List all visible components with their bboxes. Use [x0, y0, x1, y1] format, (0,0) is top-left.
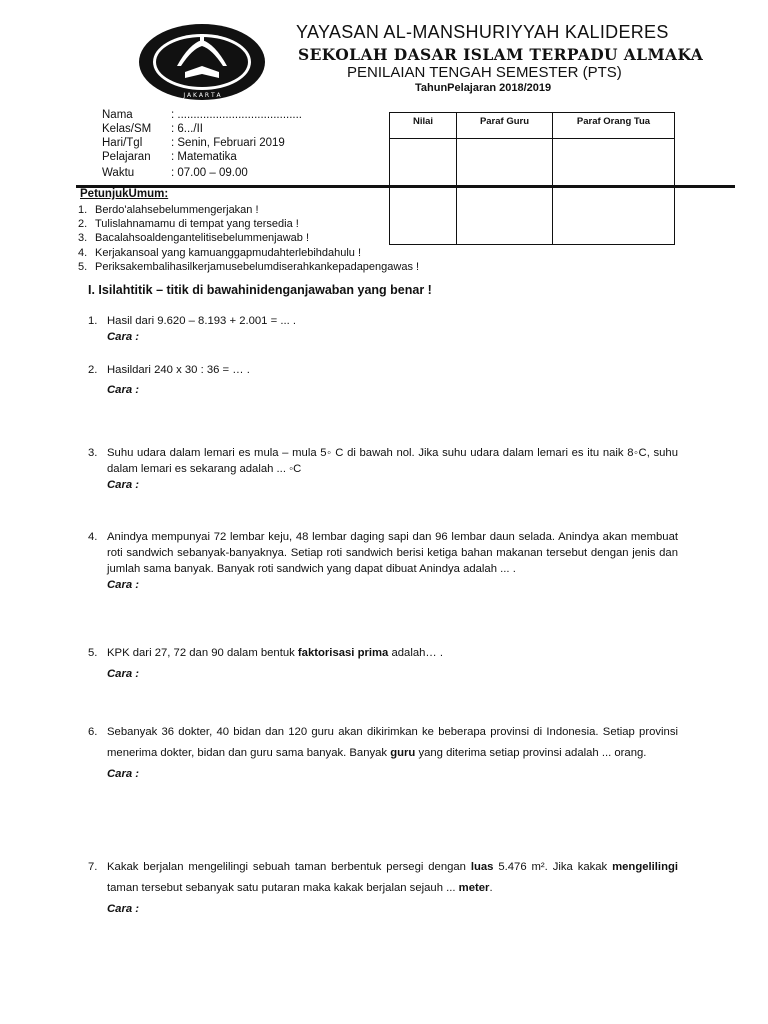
foundation-name: YAYASAN AL-MANSHURIYYAH KALIDERES [296, 22, 669, 42]
instruction-item: 4. Kerjakansoal yang kamuanggapmudahterlebihdahulu ! [78, 246, 362, 259]
instruction-item: 3. Bacalahsoaldengantelitisebelummenjawab ! [78, 232, 310, 245]
score-cell-nilai[interactable] [390, 139, 457, 188]
score-header-paraf-orang-tua: Paraf Orang Tua [553, 113, 675, 139]
question-text: Kakak berjalan mengelilingi sebuah taman berbentuk persegi dengan luas 5.476 m². Jika kakak mengelilingi taman tersebut sebanyak satu putaran maka kakak berjalan sejauh ... meter. [107, 861, 679, 894]
cara-label: Cara : [107, 903, 140, 915]
info-label: Kelas/SM [102, 123, 152, 135]
info-label: Pelajaran [102, 151, 151, 163]
info-label: Hari/Tgl [102, 137, 143, 149]
score-table [389, 112, 675, 245]
cara-label: Cara : [107, 668, 140, 680]
svg-text:J A K A R T A: J A K A R T A [183, 92, 221, 99]
info-value[interactable]: : ....................................... [171, 109, 302, 121]
score-cell-paraf-orang-tua[interactable] [553, 139, 675, 188]
score-header-paraf-guru: Paraf Guru [457, 113, 553, 139]
info-value: : Matematika [171, 151, 237, 163]
question-1: 1. Hasil dari 9.620 – 8.193 + 2.001 = ... . Cara : [88, 313, 678, 345]
cara-label: Cara : [107, 579, 140, 591]
question-3: 3. Suhu udara dalam lemari es mula – mula 5◦ C di bawah nol. Jika suhu udara dalam lemari es itu naik 8◦C, suhu dalam lemari es sekarang adalah ... ◦C Cara : [88, 447, 678, 491]
cara-label: Cara : [107, 479, 140, 491]
question-text: Hasil dari 9.620 – 8.193 + 2.001 = ... . [107, 315, 297, 327]
score-header-nilai: Nilai [390, 113, 457, 139]
info-value: : Senin, Februari 2019 [171, 137, 285, 149]
academic-year: TahunPelajaran 2018/2019 [415, 82, 552, 94]
cara-label: Cara : [107, 768, 140, 780]
info-label: Nama [102, 109, 133, 121]
cara-label: Cara : [107, 331, 140, 343]
question-4: 4. Anindya mempunyai 72 lembar keju, 48 lembar daging sapi dan 96 lembar daun selada. Anindya akan membuat roti sandwich sebanyak-banyaknya. Setiap roti sandwich berisi ketiga bahan makanan tersebut dengan jenis dan jumlah sama banyak. Banyak roti sandwich yang dapat dibuat Anindya adalah ... . Cara : [88, 531, 678, 591]
school-name: SEKOLAH DASAR ISLAM TERPADU ALMAKA [298, 45, 704, 64]
instructions-list [78, 203, 419, 274]
info-value: : 6.../II [171, 123, 203, 135]
instruction-item: 1. Berdo'alahsebelummengerjakan ! [78, 204, 259, 216]
question-text: Suhu udara dalam lemari es mula – mula 5◦ C di bawah nol. Jika suhu udara dalam lemari es itu naik 8◦C, suhu dalam lemari es sekarang adalah ... ◦C [107, 447, 678, 475]
score-cell-paraf-orang-tua-2[interactable] [553, 188, 675, 245]
score-cell-paraf-guru[interactable] [457, 139, 553, 188]
question-text: Anindya mempunyai 72 lembar keju, 48 lembar daging sapi dan 96 lembar daun selada. Anindya akan membuat roti sandwich sebanyak-banyaknya. Setiap roti sandwich berisi ketiga bahan makanan tersebut dengan jenis dan jumlah sama banyak. Banyak roti sandwich yang dapat dibuat Anindya adalah ... . [107, 531, 678, 575]
question-5: 5. KPK dari 27, 72 dan 90 dalam bentuk faktorisasi prima adalah… . Cara : [88, 645, 678, 682]
score-cell-paraf-guru-2[interactable] [457, 188, 553, 245]
school-logo [137, 22, 267, 102]
cara-label: Cara : [107, 384, 140, 396]
instruction-item: 2. Tulislahnamamu di tempat yang tersedia ! [78, 218, 299, 231]
question-text: Hasildari 240 x 30 : 36 = … . [107, 364, 250, 376]
info-value: : 07.00 – 09.00 [171, 167, 248, 179]
section-title: I. Isilahtitik – titik di bawahinidenganjawaban yang benar ! [88, 283, 432, 297]
question-2: 2. Hasildari 240 x 30 : 36 = … . Cara : [88, 362, 678, 398]
question-text: KPK dari 27, 72 dan 90 dalam bentuk faktorisasi prima adalah… . [107, 647, 443, 659]
header-divider [76, 185, 735, 188]
question-text: Sebanyak 36 dokter, 40 bidan dan 120 guru akan dikirimkan ke beberapa provinsi di Indonesia. Setiap provinsi menerima dokter, bidan dan guru sama banyak. Banyak guru yang diterima setiap provinsi adalah ... orang. [107, 726, 678, 759]
instructions-title: PetunjukUmum: [80, 188, 169, 200]
question-6: 6. Sebanyak 36 dokter, 40 bidan dan 120 guru akan dikirimkan ke beberapa provinsi di Indonesia. Setiap provinsi menerima dokter, bidan dan guru sama banyak. Banyak guru yang diterima setiap provinsi adalah ... orang. Cara : [88, 722, 678, 785]
instruction-item: 5. Periksakembalihasilkerjamusebelumdiserahkankepadapengawas ! [78, 260, 420, 273]
info-label: Waktu [102, 167, 135, 179]
exam-title: PENILAIAN TENGAH SEMESTER (PTS) [347, 64, 622, 81]
question-7: 7. Kakak berjalan mengelilingi sebuah taman berbentuk persegi dengan luas 5.476 m². Jika kakak mengelilingi taman tersebut sebanyak satu putaran maka kakak berjalan sejauh ... meter. Cara : [88, 857, 678, 920]
